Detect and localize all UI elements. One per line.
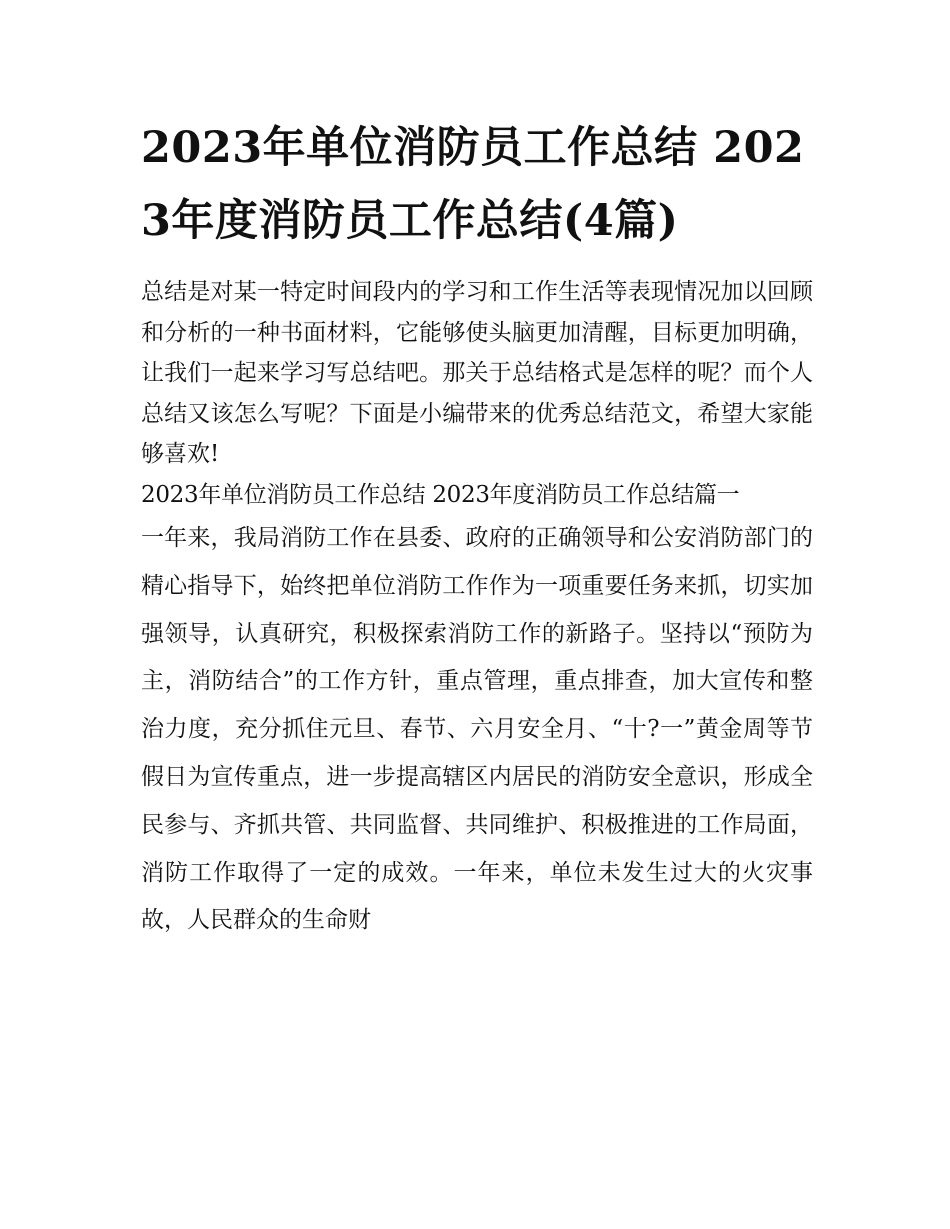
section-heading: 2023年单位消防员工作总结 2023年度消防员工作总结篇一 (141, 481, 740, 508)
body-paragraph: 一年来，我局消防工作在县委、政府的正确领导和公安消防部门的精心指导下，始终把单位消防工作作为一项重要任务来抓，切实加强领导，认真研究，积极探索消防工作的新路子。坚持以“预防为主，消防结合”的工作方针，重点管理，重点排查，加大宣传和整治力度，充分抓住元旦、春节、六月安全月、“十?一”黄金周等节假日为宣传重点，进一步提高辖区内居民的消防安全意识，形成全民参与、齐抓共管、共同监督、共同维护、积极推进的工作局面，消防工作取得了一定的成效。一年来，单位未发生过大的火灾事故，人民群众的生命财 (141, 525, 813, 934)
intro-paragraph: 总结是对某一特定时间段内的学习和工作生活等表现情况加以回顾和分析的一种书面材料，它能够使头脑更加清醒，目标更加明确，让我们一起来学习写总结吧。那关于总结格式是怎样的呢？而个人总结又该怎么写呢？下面是小编带来的优秀总结范文，希望大家能够喜欢! (141, 279, 813, 467)
document-title: 2023年单位消防员工作总结 2023年度消防员工作总结(4篇) (141, 123, 805, 246)
document-page (141, 112, 813, 945)
